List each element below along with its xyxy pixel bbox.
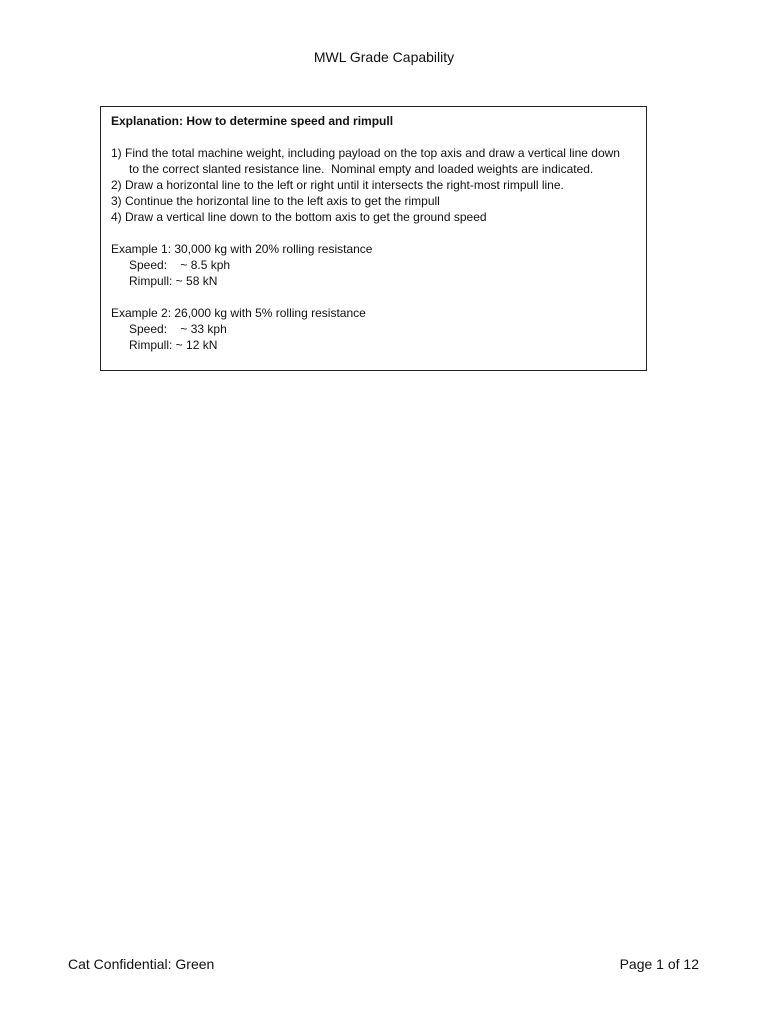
spacer bbox=[111, 225, 636, 241]
step-4: 4) Draw a vertical line down to the bottom axis to get the ground speed bbox=[111, 210, 487, 224]
example-1-speed: Speed: ~ 8.5 kph bbox=[129, 258, 231, 272]
footer-page-number: Page 1 of 12 bbox=[619, 956, 699, 972]
explanation-heading: Explanation: How to determine speed and rimpull bbox=[111, 114, 394, 128]
example-2-rimpull: Rimpull: ~ 12 kN bbox=[129, 338, 218, 352]
footer-confidentiality: Cat Confidential: Green bbox=[68, 956, 215, 972]
step-3: 3) Continue the horizontal line to the left axis to get the rimpull bbox=[111, 194, 440, 208]
example-2-speed: Speed: ~ 33 kph bbox=[129, 322, 227, 336]
example-1-title: Example 1: 30,000 kg with 20% rolling resistance bbox=[111, 242, 373, 256]
spacer bbox=[111, 289, 636, 305]
page-title: MWL Grade Capability bbox=[313, 49, 455, 65]
step-1: 1) Find the total machine weight, including payload on the top axis and draw a vertical line down bbox=[111, 146, 620, 160]
step-1-continuation: to the correct slanted resistance line. Nominal empty and loaded weights are indicated. bbox=[129, 162, 594, 176]
step-2: 2) Draw a horizontal line to the left or right until it intersects the right-most rimpull line. bbox=[111, 178, 564, 192]
explanation-box bbox=[100, 106, 647, 371]
example-2-title: Example 2: 26,000 kg with 5% rolling resistance bbox=[111, 306, 366, 320]
example-1-rimpull: Rimpull: ~ 58 kN bbox=[129, 274, 218, 288]
